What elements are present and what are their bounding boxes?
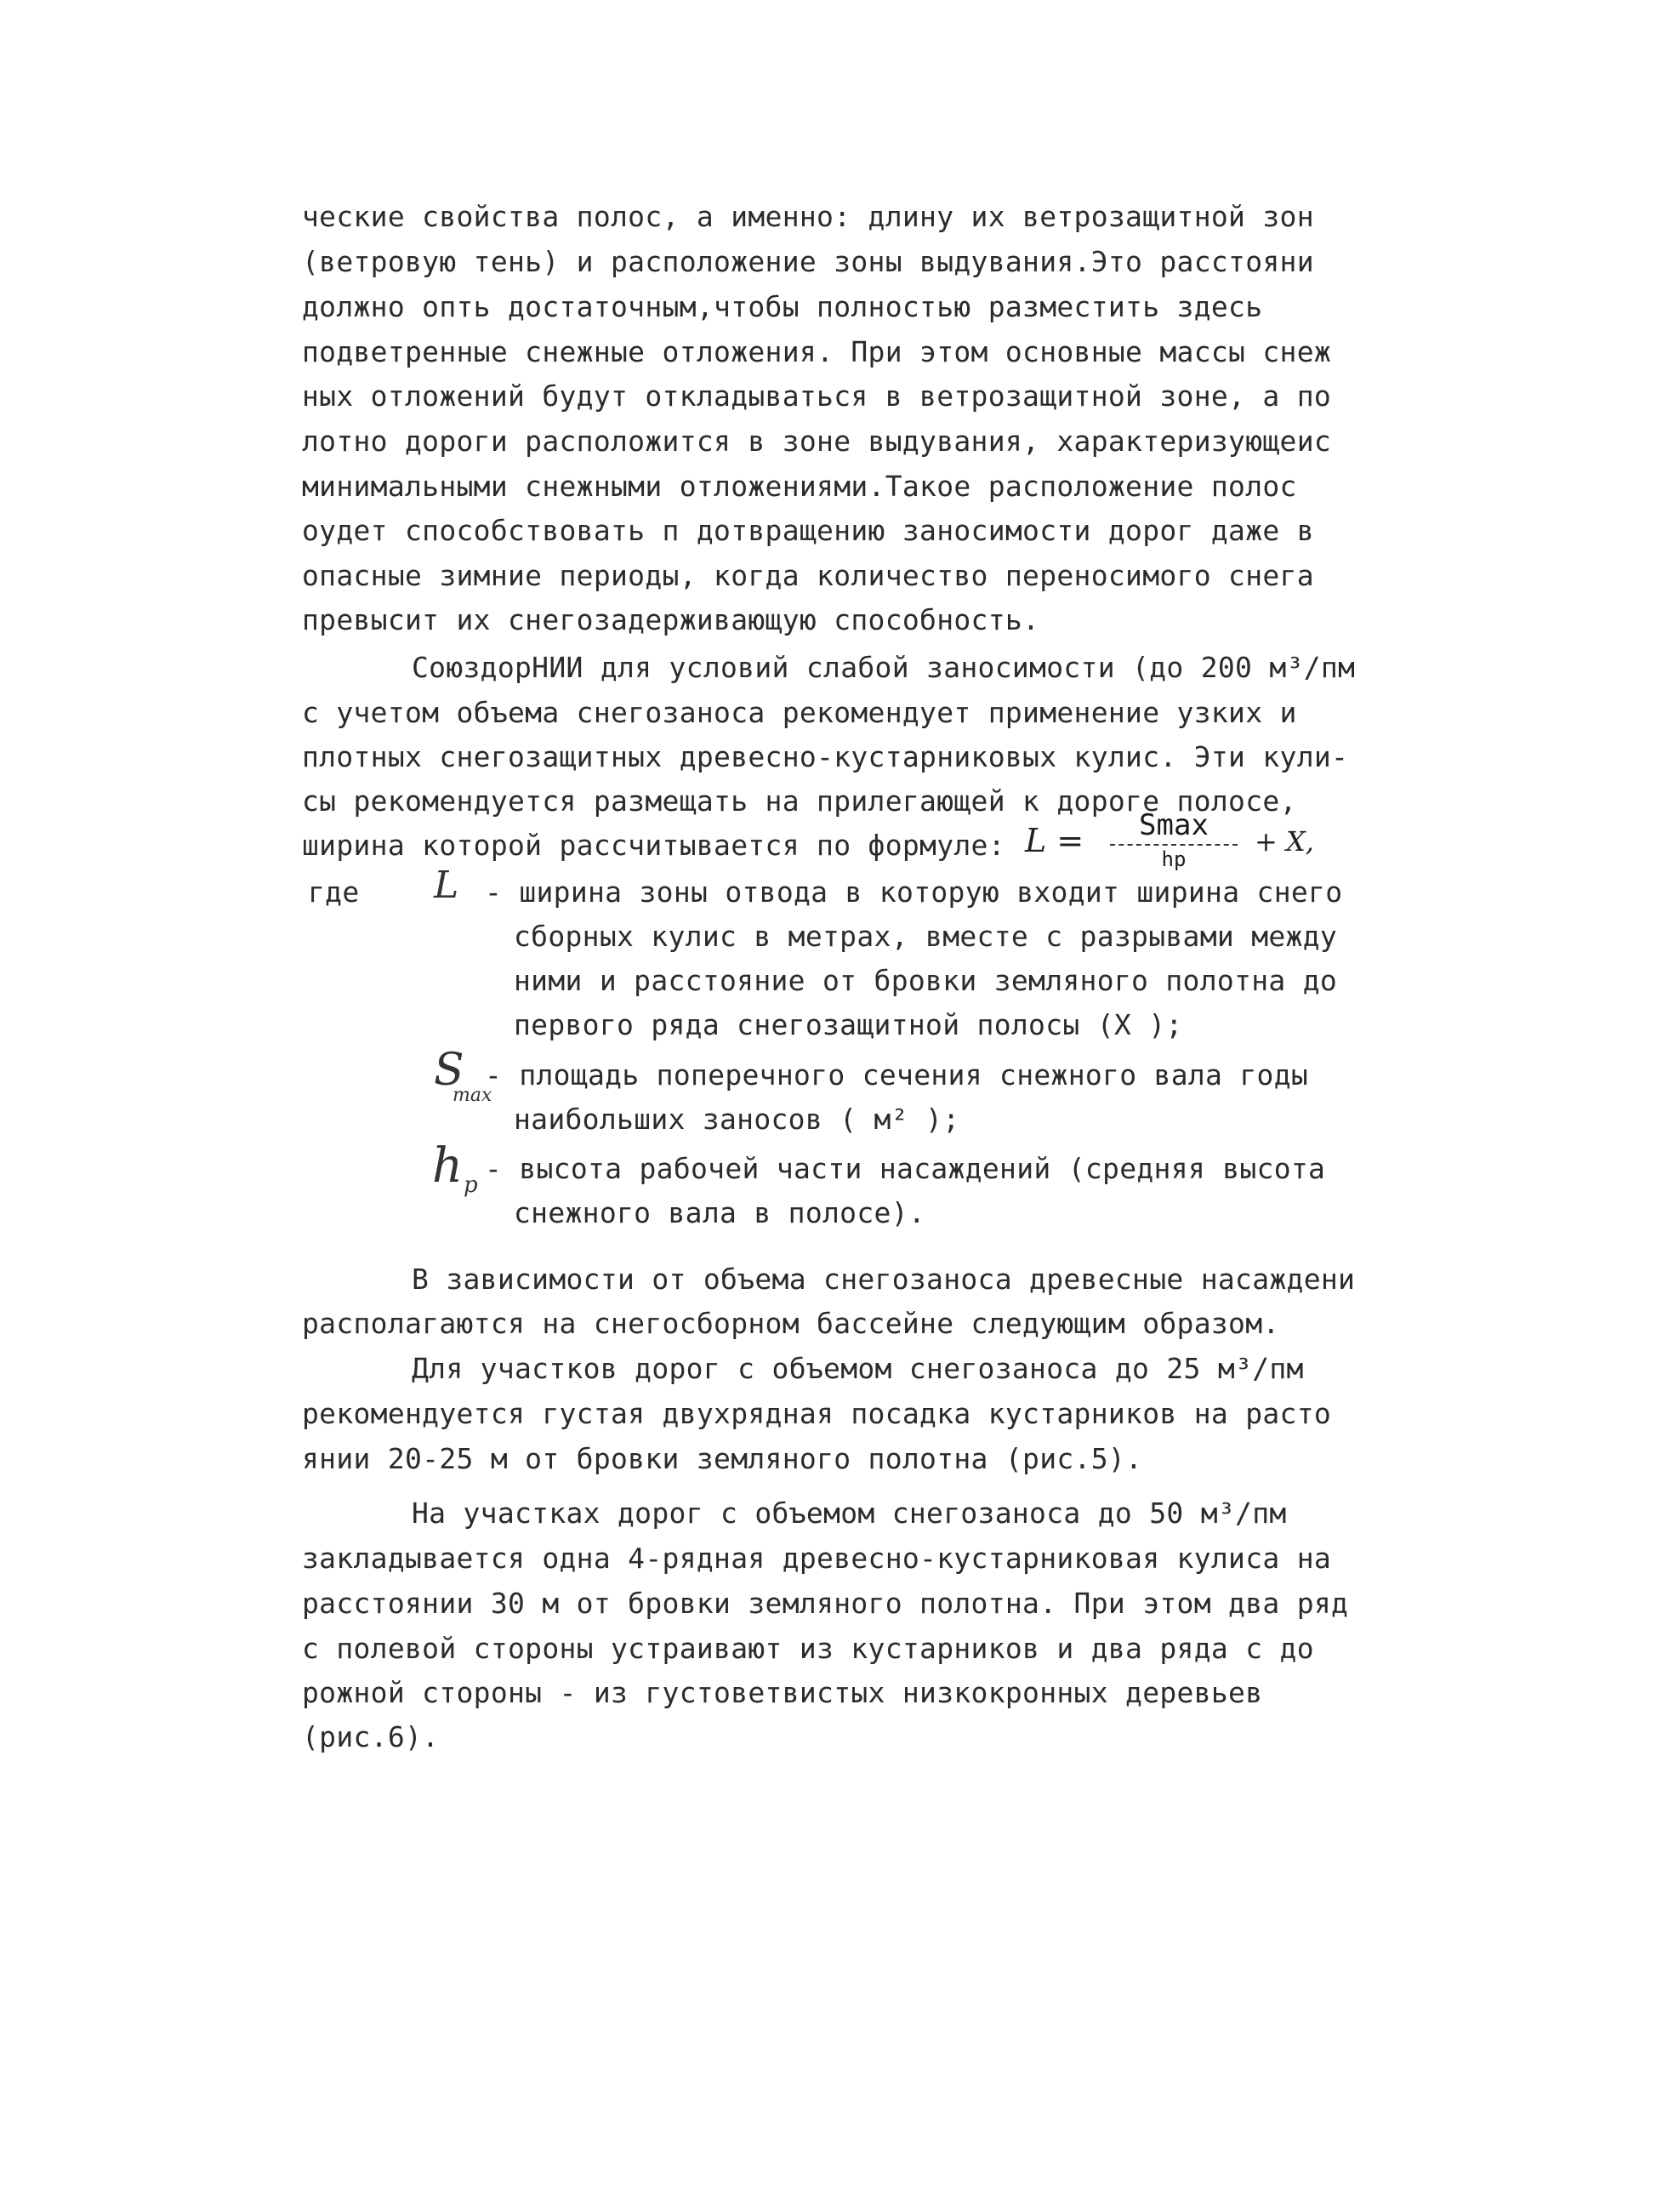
definition-line: ними и расстояние от бровки земляного полотна до — [514, 964, 1338, 997]
text-line: превысит их снегозадерживающую способность. — [302, 603, 1040, 636]
text-line: закладывается одна 4-рядная древесно-кустарниковая кулиса на — [302, 1542, 1332, 1575]
text-line: ширина которой рассчитывается по формуле: — [302, 829, 1005, 862]
text-line: рекомендуется густая двухрядная посадка кустарников на расто — [302, 1397, 1332, 1430]
text-line: (рис.6). — [302, 1720, 440, 1753]
text-line: сы рекомендуется размещать на прилегающей к дороге полосе, — [302, 784, 1297, 818]
text-line: располагаются на снегосборном бассейне следующим образом. — [302, 1307, 1280, 1340]
text-line: оудет способствовать п дотвращению заносимости дорог даже в — [302, 514, 1314, 547]
symbol-h: h — [432, 1138, 464, 1194]
formula-fraction — [1106, 808, 1242, 871]
text-line: плотных снегозащитных древесно-кустарниковых кулис. Эти кули- — [302, 740, 1349, 773]
text-line: должно опть достаточным,чтобы полностью разместить здесь — [302, 290, 1263, 323]
text-line: с учетом объема снегозаноса рекомендует применение узких и — [302, 696, 1297, 729]
text-line: опасные зимние периоды, когда количество переносимого снега — [302, 559, 1314, 592]
text-line: янии 20-25 м от бровки земляного полотна (рис.5). — [302, 1442, 1143, 1475]
where-label: где — [308, 875, 360, 909]
formula-denominator: hp — [1161, 847, 1187, 871]
text-line: ных отложений будут откладываться в ветрозащитной зоне, а по — [302, 379, 1332, 413]
text-line: СоюздорНИИ для условий слабой заносимости (до 200 м³/пм — [412, 651, 1356, 684]
definition-line: наибольших заносов ( м² ); — [514, 1103, 960, 1136]
text-line: ческие свойства полос, а именно: длину их ветрозащитной зон — [302, 200, 1314, 233]
definition-line: - высота рабочей части насаждений (средняя высота — [485, 1152, 1326, 1185]
definition-line: сборных кулис в метрах, вместе с разрывами между — [514, 920, 1338, 953]
text-line: расстоянии 30 м от бровки земляного полотна. При этом два ряд — [302, 1587, 1349, 1620]
text-line: (ветровую тень) и расположение зоны выдувания.Это расстояни — [302, 245, 1314, 278]
text-line: В зависимости от объема снегозаноса древесные насаждени — [412, 1263, 1356, 1296]
definition-line: - ширина зоны отвода в которую входит ширина снего — [485, 875, 1343, 909]
text-line: На участках дорог с объемом снегозаноса до 50 м³/пм — [412, 1497, 1287, 1530]
text-line: Для участков дорог с объемом снегозаноса до 25 м³/пм — [412, 1352, 1304, 1385]
text-line: подветренные снежные отложения. При этом основные массы снеж — [302, 335, 1332, 368]
symbol-L: L — [434, 864, 459, 907]
definition-line: снежного вала в полосе). — [514, 1196, 926, 1229]
subscript-p: p — [464, 1172, 478, 1198]
formula-rhs: + X, — [1255, 825, 1314, 858]
formula-lhs: L = — [1025, 822, 1084, 859]
text-line: рожной стороны - из густоветвистых низкокронных деревьев — [302, 1676, 1263, 1709]
text-line: лотно дороги расположится в зоне выдувания, характеризующеис — [302, 425, 1332, 458]
symbol-S: S — [434, 1045, 464, 1096]
text-line: с полевой стороны устраивают из кустарников и два ряда с до — [302, 1632, 1314, 1665]
text-line: минимальными снежными отложениями.Такое расположение полос — [302, 470, 1297, 503]
subscript-max: max — [452, 1085, 492, 1106]
definition-line: - площадь поперечного сечения снежного вала годы — [485, 1058, 1309, 1092]
fraction-bar — [1110, 844, 1238, 846]
definition-line: первого ряда снегозащитной полосы (X ); — [514, 1008, 1183, 1041]
formula-numerator: Smax — [1139, 808, 1209, 842]
